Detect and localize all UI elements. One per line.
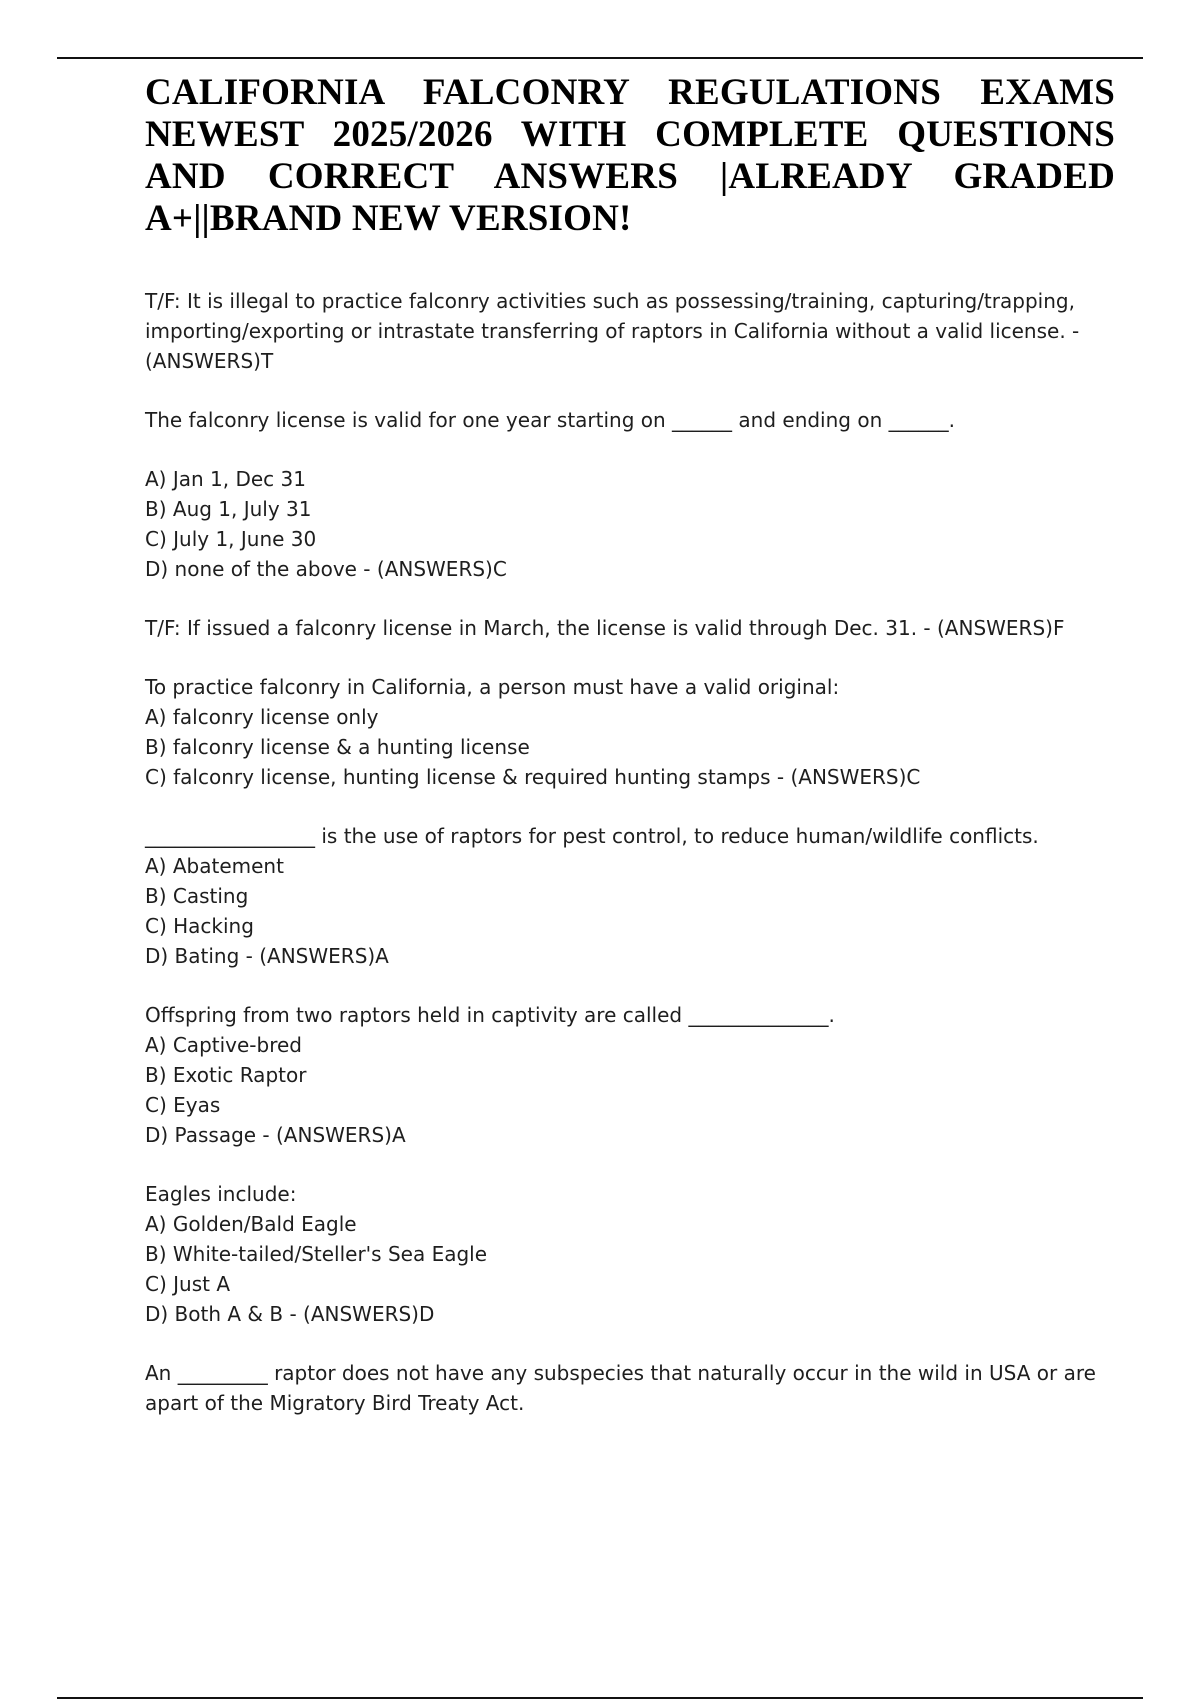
- question-3: [145, 613, 1115, 643]
- answer-options: [145, 464, 1115, 584]
- answer-options: [145, 1030, 1115, 1150]
- question-1: [145, 286, 1115, 376]
- question-text: The falconry license is valid for one year starting on ______ and ending on ______.: [145, 408, 955, 432]
- question-5: [145, 821, 1115, 971]
- question-text: Eagles include:: [145, 1182, 297, 1206]
- answer-option: C) Eyas: [145, 1093, 221, 1117]
- question-text: T/F: If issued a falconry license in March, the license is valid through Dec. 31. - (ANSWERS)F: [145, 616, 1065, 640]
- answer-option: A) Captive-bred: [145, 1033, 302, 1057]
- answer-option: A) Abatement: [145, 854, 284, 878]
- answer-option: B) Exotic Raptor: [145, 1063, 307, 1087]
- answer-option: B) White-tailed/Steller's Sea Eagle: [145, 1242, 488, 1266]
- answer-option: A) Golden/Bald Eagle: [145, 1212, 357, 1236]
- answer-option: C) July 1, June 30: [145, 527, 317, 551]
- question-text: An _________ raptor does not have any subspecies that naturally occur in the wild in USA or are apart of the Migratory Bird Treaty Act.: [145, 1361, 1096, 1415]
- question-text: To practice falconry in California, a person must have a valid original:: [145, 675, 840, 699]
- answer-option: B) Casting: [145, 884, 249, 908]
- answer-option: D) Bating - (ANSWERS)A: [145, 944, 389, 968]
- answer-option: C) Hacking: [145, 914, 254, 938]
- question-text: _________________ is the use of raptors for pest control, to reduce human/wildlife conflicts.: [145, 824, 1039, 848]
- question-7: [145, 1179, 1115, 1329]
- answer-option: C) falconry license, hunting license & required hunting stamps - (ANSWERS)C: [145, 765, 921, 789]
- question-text: T/F: It is illegal to practice falconry activities such as possessing/training, capturing/trapping, importing/exporting or intrastate transferring of raptors in California without a valid license. - (ANSWERS)T: [145, 289, 1080, 373]
- answer-option: A) Jan 1, Dec 31: [145, 467, 306, 491]
- bottom-divider: [57, 1697, 1143, 1699]
- answer-options: [145, 851, 1115, 971]
- document-body: [145, 72, 1115, 1418]
- document-title: CALIFORNIA FALCONRY REGULATIONS EXAMS NEWEST 2025/2026 WITH COMPLETE QUESTIONS AND CORRECT ANSWERS |ALREADY GRADED A+||BRAND NEW VERSION!: [145, 72, 1115, 239]
- top-divider: [57, 57, 1143, 59]
- answer-option: D) none of the above - (ANSWERS)C: [145, 557, 507, 581]
- question-4: [145, 672, 1115, 792]
- answer-option: D) Passage - (ANSWERS)A: [145, 1123, 406, 1147]
- answer-option: D) Both A & B - (ANSWERS)D: [145, 1302, 435, 1326]
- question-8: [145, 1358, 1115, 1418]
- question-2: [145, 405, 1115, 584]
- answer-option: A) falconry license only: [145, 705, 379, 729]
- answer-options: [145, 1209, 1115, 1329]
- question-6: [145, 1000, 1115, 1150]
- answer-option: B) Aug 1, July 31: [145, 497, 312, 521]
- question-text: Offspring from two raptors held in captivity are called ______________.: [145, 1003, 835, 1027]
- answer-option: B) falconry license & a hunting license: [145, 735, 530, 759]
- answer-options: [145, 702, 1115, 792]
- answer-option: C) Just A: [145, 1272, 230, 1296]
